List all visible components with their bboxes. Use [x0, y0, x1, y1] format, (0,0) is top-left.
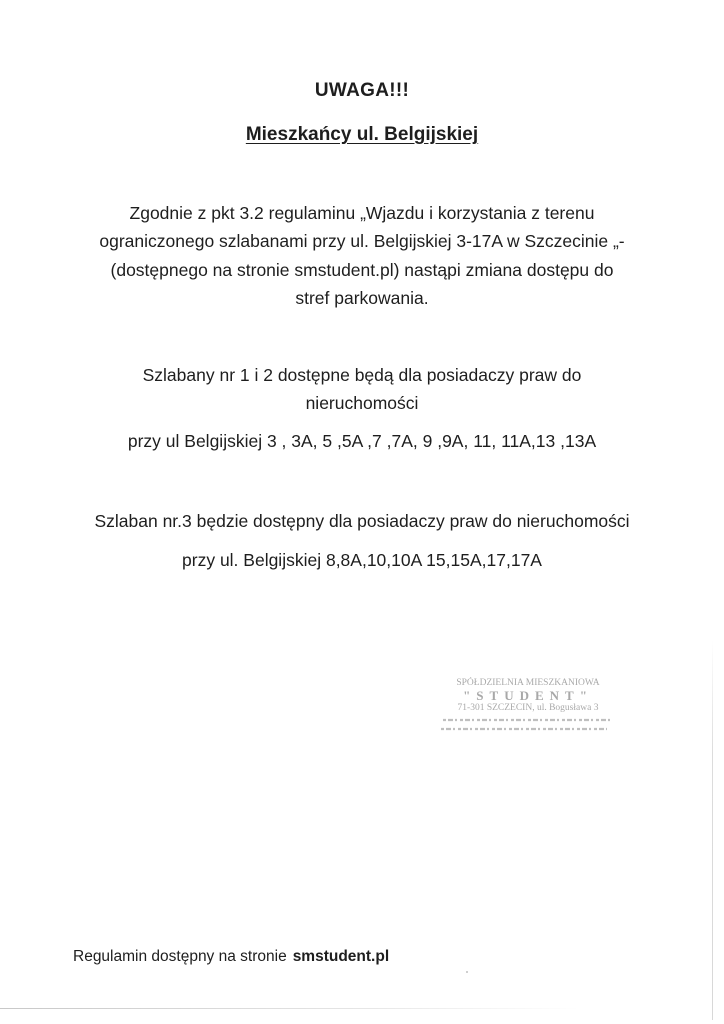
scan-speck — [466, 971, 468, 973]
footer-text: Regulamin dostępny na stronie — [73, 948, 287, 965]
intro-line: stref parkowania. — [295, 288, 429, 308]
scan-edge-bottom — [0, 1008, 580, 1009]
barrier-3-line: Szlaban nr.3 będzie dostępny dla posiadaczy praw do nieruchomości — [94, 511, 630, 531]
intro-line: ograniczonego szlabanami przy ul. Belgijskiej 3-17A w Szczecinie „- — [99, 231, 625, 251]
barrier-1-2-addresses: przy ul Belgijskiej 3 , 3A, 5 ,5A ,7 ,7A, 9 ,9A, 11, 11A,13 ,13A — [127, 431, 597, 451]
stamp-illegible-lines — [437, 714, 619, 740]
stamp-line: 71-301 SZCZECIN, ul. Bogusława 3 — [457, 703, 599, 713]
barrier-1-2-line: nieruchomości — [305, 393, 419, 413]
notice-subtitle: Mieszkańcy ul. Belgijskiej — [245, 124, 479, 145]
footer-website-link[interactable]: smstudent.pl — [292, 948, 390, 965]
barrier-3-addresses: przy ul. Belgijskiej 8,8A,10,10A 15,15A,17,17A — [182, 550, 542, 570]
footer-note — [73, 948, 389, 966]
notice-title: UWAGA!!! — [314, 80, 410, 101]
stamp-line: "STUDENT" — [463, 689, 593, 702]
scan-edge-right — [712, 640, 713, 1020]
intro-line: Zgodnie z pkt 3.2 regulaminu „Wjazdu i korzystania z terenu — [129, 203, 595, 223]
stamp-line: SPÓŁDZIELNIA MIESZKANIOWA — [456, 678, 600, 688]
barrier-1-2-line: Szlabany nr 1 i 2 dostępne będą dla posiadaczy praw do — [142, 365, 582, 385]
intro-line: (dostępnego na stronie smstudent.pl) nastąpi zmiana dostępu do — [110, 260, 614, 280]
cooperative-stamp — [437, 677, 619, 743]
